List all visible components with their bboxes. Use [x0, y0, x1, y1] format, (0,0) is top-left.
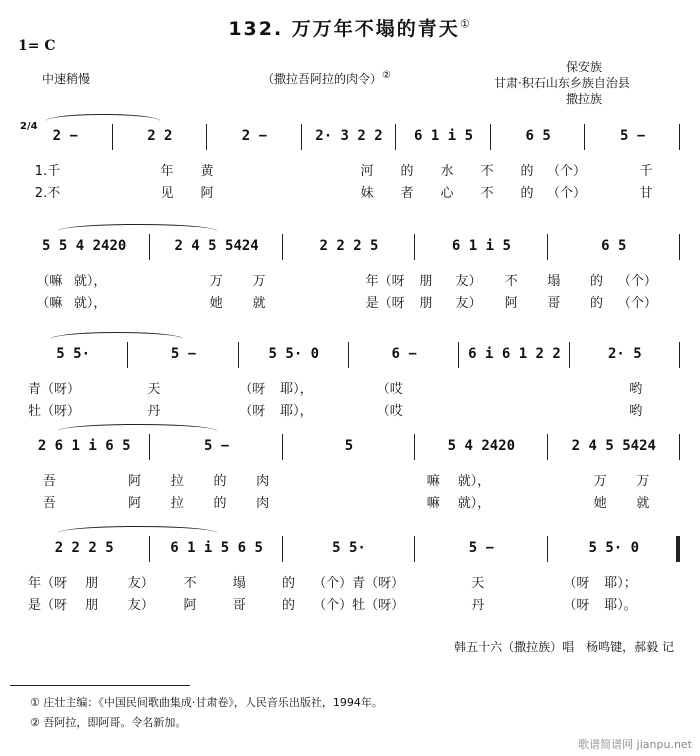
lyric-syllable: [414, 400, 463, 419]
lyric-syllable: 吾: [42, 474, 56, 489]
barline: [584, 124, 585, 150]
staff-system: [18, 428, 680, 464]
lyric-syllable: 河: [360, 164, 374, 179]
lyric-syllable: 者: [400, 186, 414, 201]
barline: [395, 124, 396, 150]
measure: 5 −: [468, 540, 495, 556]
lyric-syllable: [536, 492, 579, 511]
slur: [46, 114, 159, 121]
measure: 2 4 5 5424: [571, 438, 656, 454]
lyric-syllable: 心: [440, 186, 454, 201]
lyric-syllable: 万: [636, 474, 650, 489]
lyric-syllable: 拉: [170, 474, 184, 489]
lyric-syllable: [464, 400, 513, 419]
lyric-syllable: [67, 160, 107, 179]
lyric-line-2: [28, 182, 666, 201]
lyric-syllable: 的: [590, 296, 604, 311]
lyric-syllable: 不: [504, 274, 518, 289]
lyric-syllable: 她: [593, 496, 607, 511]
lyric-syllable: [586, 182, 626, 201]
lyric-syllable: 就: [252, 296, 266, 311]
watermark: 歌谱简谱网 jianpu.net: [578, 738, 692, 751]
measure: 5 5· 0: [588, 540, 640, 556]
lyric-syllable: 水: [440, 164, 454, 179]
lyric-syllable: 万: [593, 474, 607, 489]
lyric-syllable: [494, 470, 537, 489]
lyric-syllable: [284, 470, 327, 489]
lyric-syllable: 的: [281, 576, 295, 591]
barline: [547, 434, 548, 460]
staff-system: [18, 530, 680, 566]
lyric-syllable: 阿: [183, 598, 197, 613]
tempo-marking: 中速稍慢: [42, 72, 91, 86]
lyric-syllable: [178, 378, 227, 397]
lyric-syllable: 她: [209, 296, 223, 311]
lyric-syllable: 年（呀: [365, 274, 405, 289]
lyric-syllable: 友）: [127, 576, 154, 591]
lyric-syllable: 塌: [547, 274, 561, 289]
slur: [51, 332, 183, 339]
lyric-syllable: （个）: [617, 274, 657, 289]
lyric-syllable: 不: [480, 164, 494, 179]
measure: 6 −: [391, 346, 417, 362]
lyric-syllable: 妹: [360, 186, 374, 201]
lyric-line-1: [28, 160, 666, 179]
lyric-syllable: [316, 400, 365, 419]
lyric-syllable: 朋: [85, 598, 99, 613]
measure: 5 5 4 2420: [42, 238, 127, 254]
lyric-syllable: 友）: [455, 274, 482, 289]
lyric-syllable: [536, 470, 579, 489]
barline: [679, 124, 680, 150]
measure: 5 −: [170, 346, 197, 362]
lyric-syllable: [513, 378, 562, 397]
lyric-syllable: 万: [252, 274, 266, 289]
lyric-syllable: [280, 270, 323, 289]
source-ethnic-2: 撒拉族: [566, 92, 603, 106]
lyric-syllable: 哥: [232, 598, 246, 613]
measure: 2 4 5 5424: [174, 238, 259, 254]
lyric-syllable: 天: [147, 382, 161, 397]
lyric-syllable: （呀: [239, 404, 266, 419]
lyric-syllable: 阿: [200, 186, 214, 201]
lyric-syllable: [404, 572, 453, 591]
lyric-syllable: 肉: [256, 474, 270, 489]
lyric-syllable: [316, 378, 365, 397]
lyric-syllable: （哎: [376, 404, 403, 419]
final-barline: [676, 536, 680, 562]
lyric-syllable: 耶）。: [604, 598, 637, 613]
lyric-syllable: （呀: [563, 598, 590, 613]
lyric-line-1: [28, 270, 657, 289]
measure: 5 −: [620, 128, 646, 144]
lyric-syllable: [71, 470, 114, 489]
lyric-syllable: （呀: [563, 576, 590, 591]
lyric-syllable: 的: [281, 598, 295, 613]
lyric-syllable: [503, 594, 552, 613]
lyric-syllable: 的: [213, 496, 227, 511]
measure: 2· 5: [607, 346, 642, 362]
lyric-syllable: [327, 492, 370, 511]
lyric-syllable: 的: [400, 164, 414, 179]
lyric-syllable: [307, 160, 347, 179]
lyric-syllable: [307, 182, 347, 201]
lyric-syllable: [586, 160, 626, 179]
slur: [58, 224, 217, 231]
lyric-syllable: 友）: [127, 598, 154, 613]
barline: [547, 536, 548, 562]
lyric-syllable: （个）: [547, 186, 587, 201]
lyric-syllable: 丹: [471, 598, 485, 613]
barline: [149, 536, 150, 562]
lyric-syllable: [107, 160, 147, 179]
lyric-syllable: [227, 160, 267, 179]
barline: [301, 124, 302, 150]
source-place: 甘肃·积石山东乡族自治县: [494, 76, 630, 90]
lyric-line-2: [28, 594, 640, 613]
lyric-syllable: 朋: [85, 576, 99, 591]
lyric-syllable: （嘛: [36, 296, 63, 311]
lyric-syllable: （个）: [547, 164, 587, 179]
title-footnote-mark: ①: [459, 17, 472, 31]
barline: [282, 434, 283, 460]
lyric-syllable: 耶），: [280, 404, 313, 419]
lyric-syllable: 牡（呀）: [28, 404, 81, 419]
lyric-syllable: 就），: [73, 296, 107, 311]
measure: 5 −: [203, 438, 230, 454]
lyric-syllable: [503, 572, 552, 591]
footnote-2: ② 吾阿拉，即阿哥。令名新加。: [30, 716, 187, 729]
lyric-syllable: [107, 182, 147, 201]
measure: 2 −: [52, 128, 78, 144]
page-title: 132. 万万年不塌的青天①: [228, 17, 472, 40]
measure: 6 5: [525, 128, 551, 144]
measure: 5 5· 0: [268, 346, 320, 362]
slur: [58, 424, 217, 431]
lyric-syllable: 阿: [128, 496, 142, 511]
lyric-syllable: [284, 492, 327, 511]
lyric-syllable: 就），: [457, 496, 491, 511]
lyric-syllable: [369, 470, 412, 489]
barline: [282, 234, 283, 260]
lyric-syllable: 不: [183, 576, 197, 591]
lyric-syllable: （个）: [313, 576, 353, 591]
lyric-syllable: 哟: [629, 382, 643, 397]
lyric-syllable: 就: [636, 496, 650, 511]
lyric-syllable: （个）: [617, 296, 657, 311]
slur: [58, 526, 217, 533]
lyric-syllable: 牡（呀）: [352, 598, 405, 613]
lyric-syllable: 的: [520, 164, 534, 179]
barline: [348, 342, 349, 368]
lyric-syllable: 阿: [128, 474, 142, 489]
measure: 2· 3 2 2: [315, 128, 383, 144]
lyric-syllable: 塌: [232, 576, 246, 591]
lyric-syllable: 哟: [629, 404, 643, 419]
measure: 6 5: [601, 238, 627, 254]
lyric-syllable: 万: [209, 274, 223, 289]
lyric-syllable: [562, 400, 611, 419]
lyric-syllable: 耶）；: [604, 576, 637, 591]
lyric-syllable: 的: [590, 274, 604, 289]
measure: 2 2 2 5: [54, 540, 114, 556]
lyric-syllable: 拉: [170, 496, 184, 511]
barline: [206, 124, 207, 150]
lyric-syllable: 2.不: [34, 186, 61, 201]
barline: [458, 342, 459, 368]
lyric-syllable: 朋: [419, 296, 433, 311]
measure: 5 5·: [56, 346, 91, 362]
lyric-syllable: [327, 470, 370, 489]
lyric-line-1: [28, 470, 664, 489]
measure: 5 4 2420: [447, 438, 516, 454]
source-ethnic: 保安族: [566, 60, 603, 74]
barline: [149, 434, 150, 460]
measure: 2 6 1 i 6 5: [37, 438, 131, 454]
lyric-syllable: [267, 182, 307, 201]
measure: 5: [344, 438, 354, 454]
lyric-syllable: [464, 378, 513, 397]
lyric-syllable: [562, 378, 611, 397]
measure: 5 5·: [332, 540, 366, 556]
measure: 2 2 2 5: [319, 238, 379, 254]
lyric-syllable: [110, 292, 153, 311]
lyric-syllable: [67, 182, 107, 201]
barline: [112, 124, 113, 150]
lyric-syllable: 黄: [200, 164, 214, 179]
lyric-syllable: 的: [520, 186, 534, 201]
lyric-syllable: [227, 182, 267, 201]
lyric-syllable: 友）: [455, 296, 482, 311]
lyric-syllable: 的: [213, 474, 227, 489]
barline: [679, 234, 680, 260]
lyric-syllable: 吾: [42, 496, 56, 511]
lyric-syllable: 就），: [457, 474, 491, 489]
measure: 6 i 6 1 2 2: [468, 346, 561, 362]
lyric-syllable: （呀: [239, 382, 266, 397]
lyric-syllable: [80, 378, 129, 397]
subtitle-footnote-mark: ②: [382, 70, 391, 81]
lyric-line-2: [28, 292, 657, 311]
lyric-syllable: [152, 270, 195, 289]
lyric-syllable: 青（呀）: [28, 382, 81, 397]
lyric-syllable: [80, 400, 129, 419]
lyric-line-1: [28, 572, 640, 591]
barline: [238, 342, 239, 368]
lyric-syllable: （哎: [376, 382, 403, 397]
lyric-line-1: [28, 378, 660, 397]
lyric-syllable: 甘: [639, 186, 653, 201]
barline: [490, 124, 491, 150]
lyric-syllable: [71, 492, 114, 511]
measure: 6 1 i 5: [451, 238, 511, 254]
barline: [282, 536, 283, 562]
barline: [569, 342, 570, 368]
lyric-syllable: （嘛: [36, 274, 63, 289]
barline: [149, 234, 150, 260]
lyric-syllable: [369, 492, 412, 511]
lyric-syllable: [323, 292, 366, 311]
lyric-syllable: 青（呀）: [352, 576, 405, 591]
time-signature: 2/4: [20, 121, 38, 132]
lyric-syllable: [152, 292, 195, 311]
lyric-syllable: [280, 292, 323, 311]
measure: 6 1 i 5: [414, 128, 474, 144]
measure: 2 −: [241, 128, 268, 144]
lyric-syllable: [178, 400, 227, 419]
measure: 2 2: [147, 128, 173, 144]
key-signature: 1= C: [18, 38, 56, 54]
barline: [547, 234, 548, 260]
lyric-syllable: 耶），: [280, 382, 313, 397]
lyric-syllable: 年（呀: [28, 576, 68, 591]
barline: [679, 434, 680, 460]
barline: [414, 536, 415, 562]
measure: 6 1 i 5 6 5: [170, 540, 263, 556]
staff-system: [18, 336, 680, 372]
lyric-syllable: 哥: [547, 296, 561, 311]
barline: [414, 434, 415, 460]
lyric-syllable: 肉: [256, 496, 270, 511]
lyric-syllable: 年: [160, 164, 174, 179]
lyric-line-2: [28, 492, 664, 511]
lyric-syllable: 千: [639, 164, 653, 179]
lyric-syllable: 见: [160, 186, 174, 201]
lyric-syllable: 丹: [147, 404, 161, 419]
lyric-syllable: 朋: [419, 274, 433, 289]
singer-credit: 韩五十六（撒拉族）唱 杨鸣键，郝毅 记: [454, 640, 674, 654]
lyric-syllable: 不: [480, 186, 494, 201]
lyric-syllable: [110, 270, 153, 289]
lyric-syllable: [404, 594, 453, 613]
lyric-syllable: 嘛: [426, 496, 440, 511]
staff-system: [18, 118, 680, 154]
subtitle: （撒拉吾阿拉的肉令）②: [262, 70, 391, 86]
lyric-line-2: [28, 400, 660, 419]
staff-system: [18, 228, 680, 264]
footnote-1: ① 庄壮主编：《中国民间歌曲集成·甘肃卷》，人民音乐出版社，1994年。: [30, 696, 383, 709]
lyric-syllable: 嘛: [426, 474, 440, 489]
lyric-syllable: （个）: [313, 598, 353, 613]
barline: [127, 342, 128, 368]
lyric-syllable: [323, 270, 366, 289]
lyric-syllable: 阿: [504, 296, 518, 311]
lyric-syllable: [494, 492, 537, 511]
barline: [679, 342, 680, 368]
lyric-syllable: [267, 160, 307, 179]
lyric-syllable: [513, 400, 562, 419]
lyric-syllable: 是（呀: [365, 296, 405, 311]
barline: [414, 234, 415, 260]
lyric-syllable: [414, 378, 463, 397]
lyric-syllable: 1.千: [34, 164, 61, 179]
lyric-syllable: 天: [471, 576, 485, 591]
footnote-divider: [10, 685, 190, 686]
lyric-syllable: 就），: [73, 274, 107, 289]
lyric-syllable: 是（呀: [28, 598, 68, 613]
